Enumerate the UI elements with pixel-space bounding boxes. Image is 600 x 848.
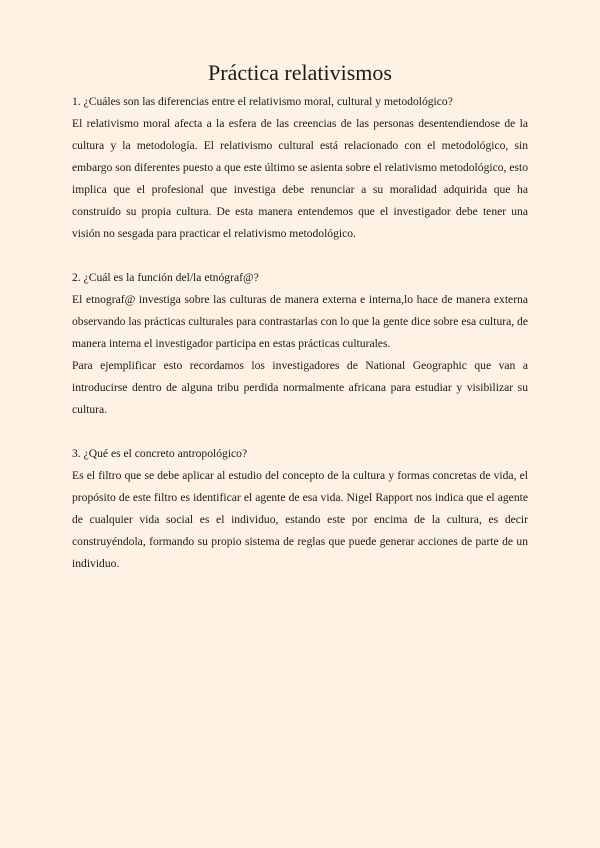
answer-paragraph: Es el filtro que se debe aplicar al estudio del concepto de la cultura y formas concretas de vida, el propósito de este filtro es identificar el agente de esa vida. Nigel Rapport nos indica que el agente de cualquier vida social es el individuo, estando este por encima de la cultura, es decir construyéndola, formando su propio sistema de reglas que puede generar acciones de parte de un individuo. xyxy=(72,469,528,570)
document-title: Práctica relativismos xyxy=(208,60,392,85)
section-1 xyxy=(72,91,528,245)
section-3 xyxy=(72,443,528,575)
answer-paragraph: El etnograf@ investiga sobre las culturas de manera externa e interna,lo hace de manera externa observando las prácticas culturales para contrastarlas con lo que la gente dice sobre esa cultura, de manera interna el investigador participa en estas prácticas culturales. xyxy=(72,293,528,350)
question-heading: 2. ¿Cuál es la función del/la etnógraf@? xyxy=(72,271,259,284)
document-page xyxy=(72,58,528,597)
answer-paragraph: Para ejemplificar esto recordamos los investigadores de National Geographic que van a introducirse dentro de alguna tribu perdida normalmente africana para estudiar y visibilizar su cultura. xyxy=(72,359,528,416)
question-heading: 1. ¿Cuáles son las diferencias entre el relativismo moral, cultural y metodológico? xyxy=(72,95,453,108)
question-heading: 3. ¿Qué es el concreto antropológico? xyxy=(72,447,248,460)
section-2 xyxy=(72,267,528,421)
answer-paragraph: El relativismo moral afecta a la esfera de las creencias de las personas desentendiendose de la cultura y la metodología. El relativismo cultural está relacionado con el metodológico, sin embargo son diferentes puesto a que este último se asienta sobre el relativismo metodológico, esto implica que el profesional que investiga debe renunciar a su moralidad adquirida que ha construido su propia cultura. De esta manera entendemos que el investigador debe tener una visión no sesgada para practicar el relativismo metodológico. xyxy=(72,117,529,240)
